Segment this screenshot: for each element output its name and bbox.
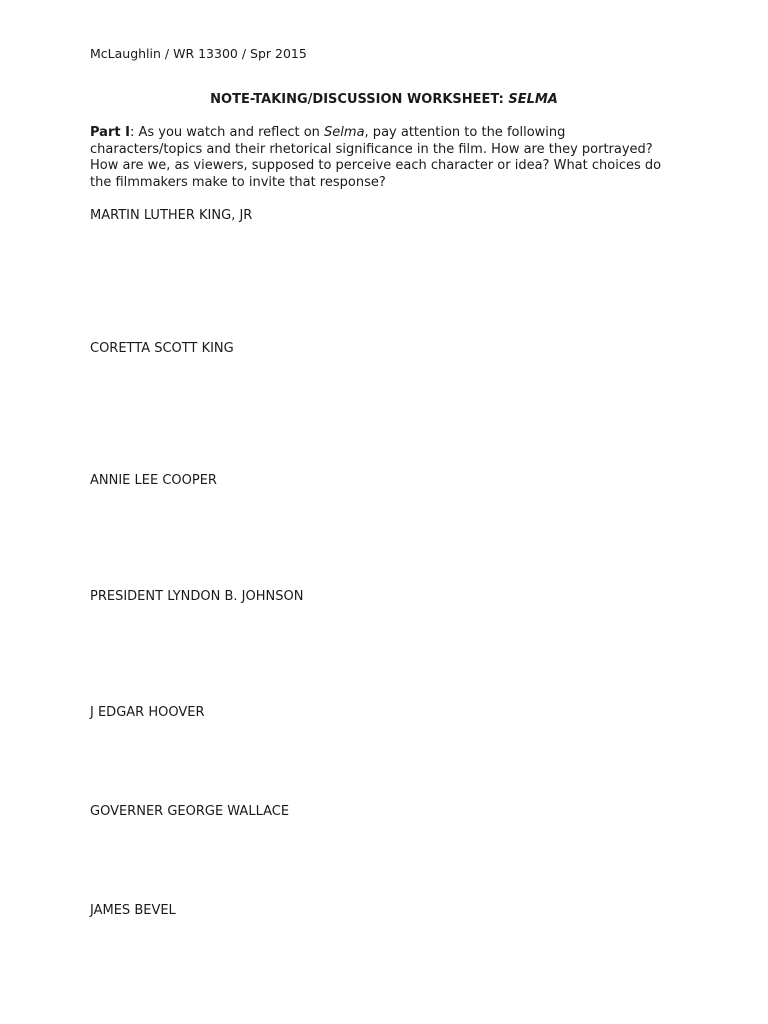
character-heading-hoover: J EDGAR HOOVER xyxy=(90,705,205,720)
worksheet-title xyxy=(0,92,768,108)
character-heading-lbj: PRESIDENT LYNDON B. JOHNSON xyxy=(90,589,304,604)
intro-text-before: : As you watch and reflect on xyxy=(129,125,325,140)
part-one-instructions xyxy=(90,125,680,191)
character-heading-annie: ANNIE LEE COOPER xyxy=(90,473,217,488)
character-heading-bevel: JAMES BEVEL xyxy=(90,903,176,918)
course-header: McLaughlin / WR 13300 / Spr 2015 xyxy=(90,46,307,61)
character-heading-mlk: MARTIN LUTHER KING, JR xyxy=(90,208,253,223)
title-film: SELMA xyxy=(508,92,558,107)
part-label: Part I xyxy=(90,125,130,140)
intro-text-after: , pay attention to the following characters/topics and their rhetorical significance in the film. How are they portrayed? How are we, as viewers, supposed to perceive each character or idea? What choices do the filmmakers make to invite that response? xyxy=(90,125,662,190)
character-heading-wallace: GOVERNER GEORGE WALLACE xyxy=(90,804,290,819)
character-heading-coretta: CORETTA SCOTT KING xyxy=(90,341,234,356)
intro-film-title: Selma xyxy=(324,125,365,140)
title-prefix: NOTE-TAKING/DISCUSSION WORKSHEET: xyxy=(210,92,509,107)
